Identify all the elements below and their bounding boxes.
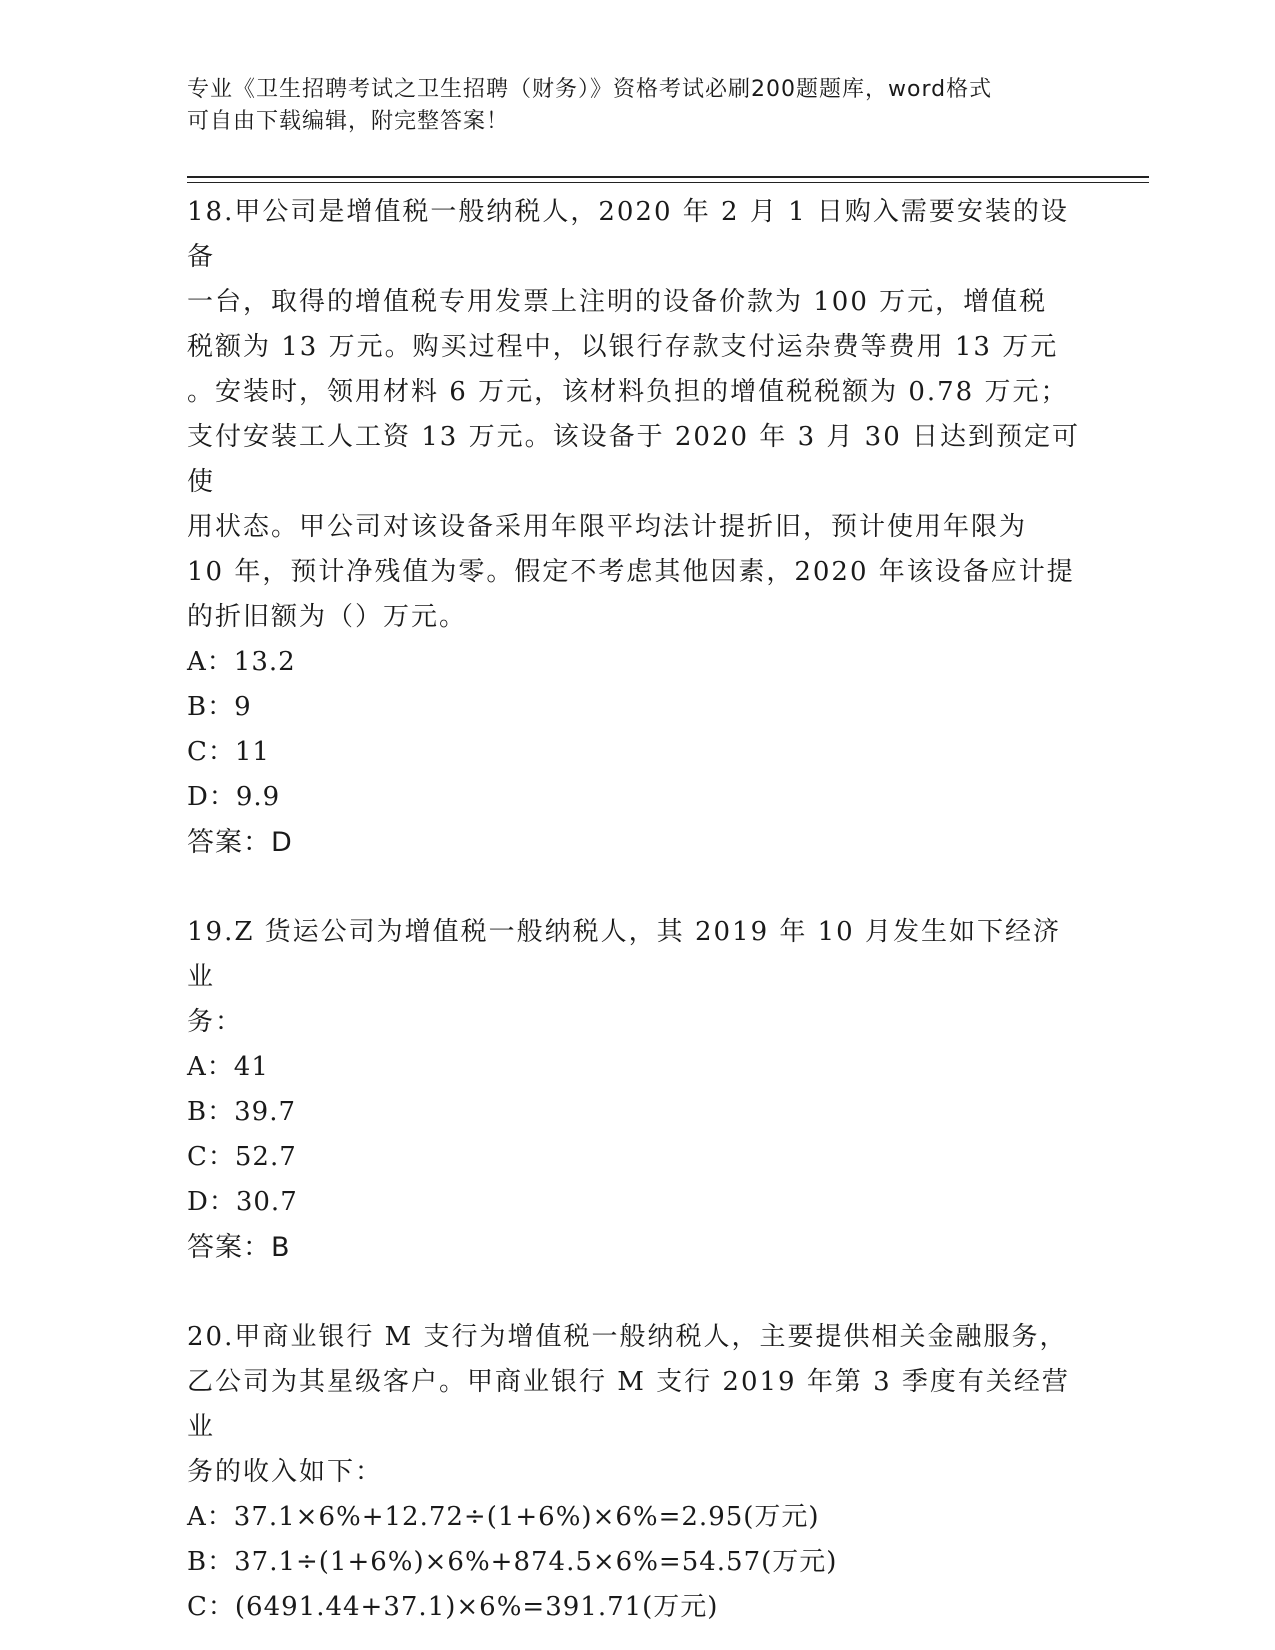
option-a: A：37.1×6%+12.72÷(1+6%)×6%=2.95(万元) (187, 1502, 820, 1532)
option-c: C：(6491.44+37.1)×6%=391.71(万元) (187, 1592, 719, 1622)
question-text-line: 20.甲商业银行 M 支行为增值税一般纳税人，主要提供相关金融服务， (187, 1322, 1068, 1352)
question-20 (187, 1315, 1087, 1630)
question-list (187, 190, 1087, 1630)
document-header (187, 74, 1067, 138)
question-text-line: 10 年，预计净残值为零。假定不考虑其他因素，2020 年该设备应计提 (187, 557, 1075, 587)
question-19 (187, 910, 1087, 1270)
option-c: C：11 (187, 737, 270, 767)
question-text-line: 用状态。甲公司对该设备采用年限平均法计提折旧，预计使用年限为 (187, 512, 1028, 542)
question-spacer (187, 1270, 1087, 1315)
question-text-line: 的折旧额为（）万元。 (187, 602, 468, 632)
question-text-line: 务的收入如下： (187, 1457, 384, 1487)
answer-line: 答案：B (187, 1232, 291, 1263)
question-spacer (187, 865, 1087, 910)
question-text-line: 19.Z 货运公司为增值税一般纳税人，其 2019 年 10 月发生如下经济业 (187, 917, 1061, 992)
question-text-line: 支付安装工人工资 13 万元。该设备于 2020 年 3 月 30 日达到预定可使 (187, 422, 1080, 497)
question-text-line: 。安装时，领用材料 6 万元，该材料负担的增值税税额为 0.78 万元； (187, 377, 1069, 407)
question-text-line: 乙公司为其星级客户。甲商业银行 M 支行 2019 年第 3 季度有关经营业 (187, 1367, 1070, 1442)
option-c: C：52.7 (187, 1142, 297, 1172)
header-line-2: 可自由下载编辑，附完整答案！ (187, 109, 510, 134)
question-18 (187, 190, 1087, 865)
answer-line: 答案：D (187, 827, 293, 858)
header-divider-thin (187, 182, 1149, 183)
question-text-line: 18.甲公司是增值税一般纳税人，2020 年 2 月 1 日购入需要安装的设备 (187, 197, 1069, 272)
question-text-line: 务： (187, 1007, 244, 1037)
option-d: D：9.9 (187, 782, 281, 812)
question-text-line: 税额为 13 万元。购买过程中，以银行存款支付运杂费等费用 13 万元 (187, 332, 1059, 362)
option-b: B：9 (187, 692, 252, 722)
option-a: A：41 (187, 1052, 269, 1082)
header-divider-thick (187, 176, 1149, 178)
option-b: B：39.7 (187, 1097, 296, 1127)
option-b: B：37.1÷(1+6%)×6%+874.5×6%=54.57(万元) (187, 1547, 838, 1577)
option-a: A：13.2 (187, 647, 296, 677)
question-text-line: 一台，取得的增值税专用发票上注明的设备价款为 100 万元，增值税 (187, 287, 1048, 317)
option-d: D：30.7 (187, 1187, 298, 1217)
header-line-1: 专业《卫生招聘考试之卫生招聘（财务）》资格考试必刷200题题库，word格式 (187, 77, 993, 102)
